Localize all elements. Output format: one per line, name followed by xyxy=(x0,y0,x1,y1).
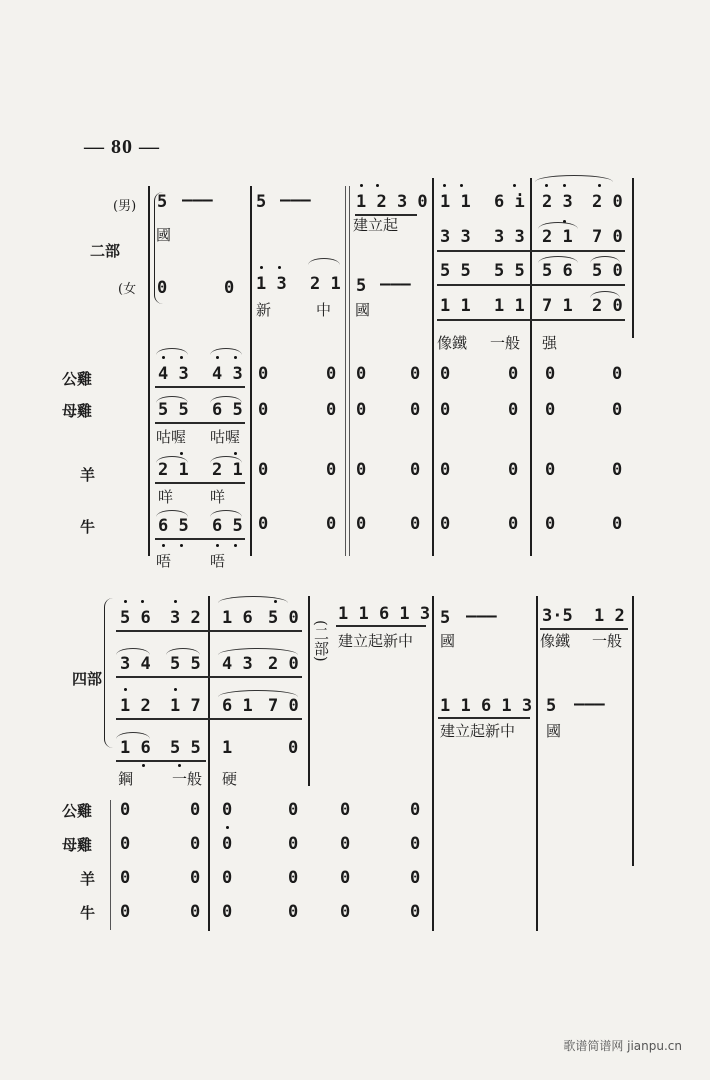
note-group: 5 6 xyxy=(542,261,573,281)
rest: 0 xyxy=(222,902,233,922)
octave-dot xyxy=(141,600,144,603)
animal-label-rooster: 公雞 xyxy=(62,802,93,820)
note-group: 1 6 xyxy=(222,608,253,628)
octave-dot xyxy=(124,600,127,603)
rest: 0 xyxy=(222,834,233,854)
barline xyxy=(250,186,252,556)
page-number: — 80 — xyxy=(84,136,160,158)
beam xyxy=(116,718,302,720)
octave-dot xyxy=(174,600,177,603)
rest: 0 xyxy=(410,460,421,480)
rest: 0 xyxy=(120,834,131,854)
note: 5 xyxy=(546,696,557,716)
octave-dot xyxy=(278,266,281,269)
octave-dot xyxy=(260,266,263,269)
hold-dash: ——— xyxy=(466,606,497,626)
beam xyxy=(116,630,302,632)
beam xyxy=(437,250,625,252)
rest: 0 xyxy=(326,364,337,384)
rest: 0 xyxy=(356,460,367,480)
note-group: 5 0 xyxy=(592,261,623,281)
note-group: 1 1 6 1 3 xyxy=(440,696,533,716)
note: 1 xyxy=(222,738,233,758)
male-marker: (男) xyxy=(113,199,137,214)
note: 5 xyxy=(256,192,267,212)
beam xyxy=(116,760,206,762)
octave-dot xyxy=(216,356,219,359)
lyric: 鋼 xyxy=(118,770,134,788)
rest: 0 xyxy=(508,460,519,480)
lyric: 中 xyxy=(316,301,332,319)
note-group: 1 2 xyxy=(120,696,151,716)
hold-dash: ——— xyxy=(574,694,605,714)
octave-dot xyxy=(124,688,127,691)
octave-dot xyxy=(234,356,237,359)
note-group: 4 3 xyxy=(212,364,243,384)
animal-label-cow: 牛 xyxy=(80,904,96,922)
rest: 0 xyxy=(440,364,451,384)
rest: 0 xyxy=(410,400,421,420)
beam xyxy=(437,319,625,321)
barline xyxy=(530,178,532,556)
note-group: 5 5 xyxy=(170,654,201,674)
tie xyxy=(218,596,288,603)
lyric: 一般 xyxy=(490,334,521,352)
side-label: (二部) xyxy=(312,620,330,662)
rest: 0 xyxy=(288,800,299,820)
note-group: 2 0 xyxy=(592,296,623,316)
octave-dot xyxy=(513,184,516,187)
note-group: 5 5 xyxy=(170,738,201,758)
rest: 0 xyxy=(340,800,351,820)
note-group: 5 6 xyxy=(120,608,151,628)
rest: 0 xyxy=(258,514,269,534)
beam xyxy=(155,386,245,388)
group-label: 二部 xyxy=(90,242,121,260)
tie xyxy=(210,348,242,355)
octave-dot xyxy=(443,184,446,187)
lyric: 唔 xyxy=(156,552,172,570)
note-group: 1 7 xyxy=(170,696,201,716)
rest: 0 xyxy=(612,460,623,480)
note-group: 5 0 xyxy=(268,608,299,628)
note-group: 7 0 xyxy=(268,696,299,716)
note-group: 1 3 xyxy=(256,274,287,294)
octave-dot xyxy=(226,826,229,829)
note-group: 6 5 xyxy=(212,400,243,420)
octave-dot xyxy=(180,452,183,455)
note-group: 1 6 xyxy=(120,738,151,758)
note-group: 4 3 xyxy=(158,364,189,384)
lyric: 一般 xyxy=(592,632,623,650)
lyric: 咩 xyxy=(210,488,226,506)
note-group: 2 1 xyxy=(212,460,243,480)
beam xyxy=(116,676,302,678)
lyric: 像鐵 xyxy=(437,334,468,352)
rest: 0 xyxy=(410,868,421,888)
rest: 0 xyxy=(340,834,351,854)
tie xyxy=(166,648,200,655)
note-group: 2 0 xyxy=(592,192,623,212)
note-group: 1 1 xyxy=(440,192,471,212)
tie xyxy=(116,732,150,739)
group-label: 四部 xyxy=(72,670,103,688)
note-group: 7 0 xyxy=(592,227,623,247)
rest: 0 xyxy=(258,364,269,384)
barline xyxy=(536,596,538,931)
beam xyxy=(155,538,245,540)
lyric: 像鐵 xyxy=(540,632,571,650)
lyric: 强 xyxy=(542,334,558,352)
octave-dot xyxy=(162,544,165,547)
rest: 0 xyxy=(356,364,367,384)
animal-label-goat: 羊 xyxy=(80,870,96,888)
note-group: 3 3 xyxy=(494,227,525,247)
rest: 0 xyxy=(288,902,299,922)
rest: 0 xyxy=(612,400,623,420)
note-group: 1 2 3 0 xyxy=(356,192,428,212)
octave-dot xyxy=(598,184,601,187)
note-group: 3·5 xyxy=(542,606,573,626)
note-group: 6 i xyxy=(494,192,525,212)
beam xyxy=(438,717,530,719)
animal-label-goat: 羊 xyxy=(80,466,96,484)
note-group: 2 1 xyxy=(158,460,189,480)
rest: 0 xyxy=(120,902,131,922)
octave-dot xyxy=(460,184,463,187)
rest: 0 xyxy=(340,902,351,922)
rest: 0 xyxy=(440,460,451,480)
rest: 0 xyxy=(410,514,421,534)
rest: 0 xyxy=(545,514,556,534)
animal-label-cow: 牛 xyxy=(80,518,96,536)
tie xyxy=(156,348,188,355)
barline xyxy=(432,178,434,556)
rest: 0 xyxy=(326,400,337,420)
tie xyxy=(218,648,298,655)
beam xyxy=(437,284,625,286)
rest: 0 xyxy=(258,460,269,480)
rest: 0 xyxy=(545,460,556,480)
beam xyxy=(540,628,628,630)
rest: 0 xyxy=(190,834,201,854)
rest: 0 xyxy=(508,514,519,534)
rest: 0 xyxy=(356,514,367,534)
lyric: 硬 xyxy=(222,770,238,788)
octave-dot xyxy=(216,544,219,547)
tie xyxy=(210,396,242,403)
note-group: 2 1 xyxy=(310,274,341,294)
tie xyxy=(538,256,578,263)
animal-label-rooster: 公雞 xyxy=(62,370,93,388)
rest: 0 xyxy=(120,800,131,820)
rest: 0 xyxy=(326,460,337,480)
rest: 0 xyxy=(190,902,201,922)
octave-dot xyxy=(180,356,183,359)
rest: 0 xyxy=(326,514,337,534)
tie xyxy=(210,456,242,463)
note-group: 6 5 xyxy=(158,516,189,536)
voice-brace xyxy=(104,598,113,748)
octave-dot xyxy=(162,356,165,359)
beam xyxy=(336,625,426,627)
octave-dot xyxy=(545,184,548,187)
rest: 0 xyxy=(410,800,421,820)
note-group: 2 1 xyxy=(542,227,573,247)
female-marker: (女 xyxy=(118,282,137,297)
tie xyxy=(116,648,150,655)
note-group: 1 1 xyxy=(440,296,471,316)
tie xyxy=(156,510,188,517)
note-group: 4 3 xyxy=(222,654,253,674)
lyric: 咩 xyxy=(158,488,174,506)
note: 0 xyxy=(157,278,168,298)
animal-label-hen: 母雞 xyxy=(62,836,93,854)
octave-dot xyxy=(234,544,237,547)
lyric: 國 xyxy=(546,722,562,740)
note-group: 2 0 xyxy=(268,654,299,674)
lyric: 咕喔 xyxy=(156,428,187,446)
lyric: 咕喔 xyxy=(210,428,241,446)
lyric: 唔 xyxy=(210,552,226,570)
octave-dot xyxy=(142,764,145,767)
rest: 0 xyxy=(340,868,351,888)
note-group: 3 4 xyxy=(120,654,151,674)
tie xyxy=(590,291,620,298)
octave-dot xyxy=(178,764,181,767)
lyric: 新 xyxy=(256,301,272,319)
rest: 0 xyxy=(288,738,299,758)
lyric: 建立起新中 xyxy=(338,632,414,650)
barline xyxy=(308,596,310,786)
rest: 0 xyxy=(508,364,519,384)
tie xyxy=(156,396,188,403)
tie xyxy=(218,690,298,697)
barline xyxy=(632,178,634,338)
rest: 0 xyxy=(440,514,451,534)
note: 5 xyxy=(356,276,367,296)
barline xyxy=(208,596,210,931)
rest: 0 xyxy=(410,834,421,854)
rest: 0 xyxy=(288,868,299,888)
tie xyxy=(535,175,613,182)
note-group: 3 2 xyxy=(170,608,201,628)
octave-dot xyxy=(180,544,183,547)
rest: 0 xyxy=(545,400,556,420)
octave-dot xyxy=(360,184,363,187)
note-group: 3 3 xyxy=(440,227,471,247)
rest: 0 xyxy=(410,902,421,922)
note-group: 5 5 xyxy=(158,400,189,420)
tie xyxy=(590,256,620,263)
beam xyxy=(155,422,245,424)
rest: 0 xyxy=(612,364,623,384)
tie xyxy=(308,258,340,265)
note-group: 1 1 6 1 3 xyxy=(338,604,431,624)
lyric: 建立起 xyxy=(353,216,399,234)
rest: 0 xyxy=(222,800,233,820)
lyric: 國 xyxy=(440,632,456,650)
tie xyxy=(210,510,242,517)
note-group: 5 5 xyxy=(440,261,471,281)
note-group: 5 5 xyxy=(494,261,525,281)
rest: 0 xyxy=(612,514,623,534)
hold-dash: ——— xyxy=(182,190,213,210)
rest: 0 xyxy=(440,400,451,420)
barline xyxy=(110,800,111,930)
hold-dash: ——— xyxy=(280,190,311,210)
rest: 0 xyxy=(508,400,519,420)
animal-label-hen: 母雞 xyxy=(62,402,93,420)
lyric: 一般 xyxy=(172,770,203,788)
barline xyxy=(432,596,434,931)
rest: 0 xyxy=(258,400,269,420)
rest: 0 xyxy=(356,400,367,420)
note-group: 6 1 xyxy=(222,696,253,716)
barline xyxy=(632,596,634,866)
octave-dot xyxy=(563,184,566,187)
beam xyxy=(155,482,245,484)
note: 5 xyxy=(440,608,451,628)
octave-dot xyxy=(234,452,237,455)
note: 0 xyxy=(224,278,235,298)
barline xyxy=(349,186,350,556)
rest: 0 xyxy=(190,868,201,888)
lyric: 建立起新中 xyxy=(440,722,516,740)
note-group: 1 2 xyxy=(594,606,625,626)
note-group: 6 5 xyxy=(212,516,243,536)
watermark: 歌谱简谱网 jianpu.cn xyxy=(563,1039,682,1053)
rest: 0 xyxy=(288,834,299,854)
rest: 0 xyxy=(410,364,421,384)
note-group: 1 1 xyxy=(494,296,525,316)
note: 5 xyxy=(157,192,168,212)
lyric: 國 xyxy=(355,301,371,319)
octave-dot xyxy=(174,688,177,691)
note-group: 7 1 xyxy=(542,296,573,316)
rest: 0 xyxy=(222,868,233,888)
rest: 0 xyxy=(545,364,556,384)
hold-dash: ——— xyxy=(380,274,411,294)
note-group: 2 3 xyxy=(542,192,573,212)
barline xyxy=(345,186,346,556)
lyric: 國 xyxy=(156,226,172,244)
tie xyxy=(156,456,188,463)
tie xyxy=(538,222,578,229)
barline xyxy=(148,186,150,556)
rest: 0 xyxy=(120,868,131,888)
rest: 0 xyxy=(190,800,201,820)
octave-dot xyxy=(376,184,379,187)
